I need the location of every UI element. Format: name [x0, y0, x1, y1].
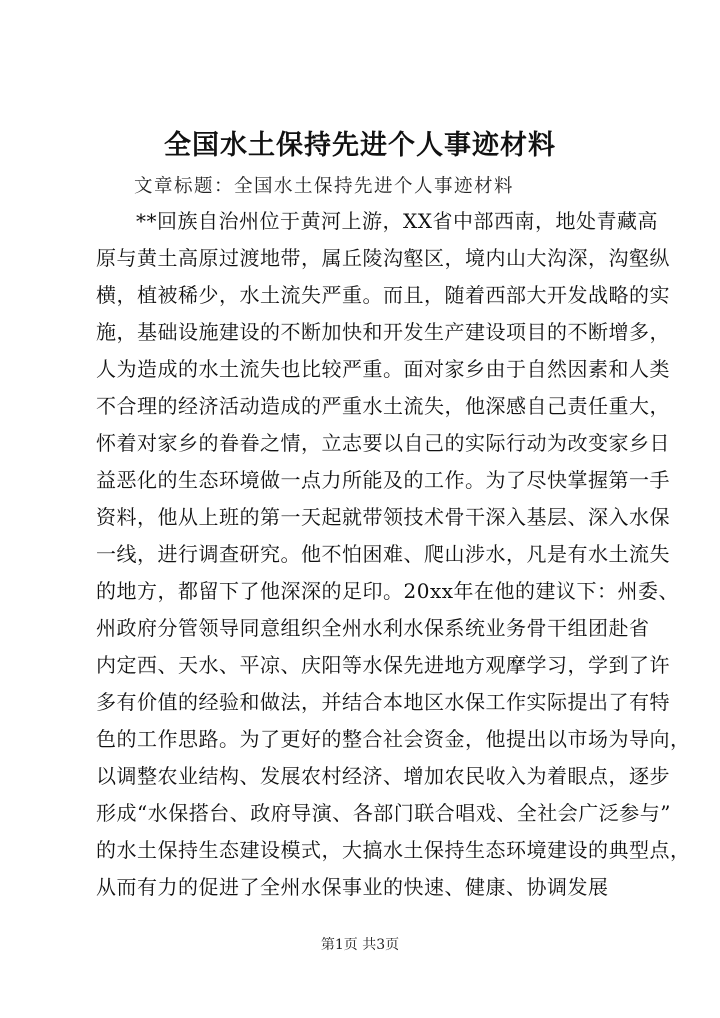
body-line: 人为造成的水土流失也比较严重。面对家乡由于自然因素和人类 [96, 357, 670, 381]
body-line: 益恶化的生态环境做一点力所能及的工作。为了尽快掌握第一手 [96, 468, 670, 492]
page-indicator: 第1页 共3页 [320, 937, 400, 953]
body-line: 的地方，都留下了他深深的足印。20xx年在他的建议下：州委、 [96, 579, 680, 603]
body-line: 施，基础设施建设的不断加快和开发生产建设项目的不断增多， [96, 320, 670, 344]
body-line: 原与黄土高原过渡地带，属丘陵沟壑区，境内山大沟深，沟壑纵 [96, 246, 670, 270]
body-line: 不合理的经济活动造成的严重水土流失，他深感自己责任重大， [96, 394, 670, 418]
body-line: 的水土保持生态建设模式，大搞水土保持生态环境建设的典型点， [96, 838, 691, 862]
body-line: 州政府分管领导同意组织全州水利水保系统业务骨干组团赴省 [96, 616, 650, 640]
article-subtitle: 文章标题：全国水土保持先进个人事迹材料 [134, 176, 515, 197]
body-line: 怀着对家乡的眷眷之情，立志要以自己的实际行动为改变家乡日 [96, 431, 670, 455]
body-line: 色的工作思路。为了更好的整合社会资金，他提出以市场为导向， [96, 727, 691, 751]
body-line: 从而有力的促进了全州水保事业的快速、健康、协调发展 [96, 875, 609, 899]
body-line: 形成“水保搭台、政府导演、各部门联合唱戏、全社会广泛参与” [96, 801, 671, 825]
body-line: 以调整农业结构、发展农村经济、增加农民收入为着眼点，逐步 [96, 764, 670, 788]
body-line: 一线，进行调查研究。他不怕困难、爬山涉水，凡是有水土流失 [96, 542, 670, 566]
body-line: **回族自治州位于黄河上游，XX省中部西南，地处青藏高 [136, 209, 658, 233]
body-line: 多有价值的经验和做法，并结合本地区水保工作实际提出了有特 [96, 690, 670, 714]
body-line: 横，植被稀少，水土流失严重。而且，随着西部大开发战略的实 [96, 283, 670, 307]
body-line: 资料，他从上班的第一天起就带领技术骨干深入基层、深入水保 [96, 505, 670, 529]
page-title: 全国水土保持先进个人事迹材料 [164, 130, 556, 161]
body-line: 内定西、天水、平凉、庆阳等水保先进地方观摩学习，学到了许 [96, 653, 670, 677]
body-text [96, 203, 691, 906]
